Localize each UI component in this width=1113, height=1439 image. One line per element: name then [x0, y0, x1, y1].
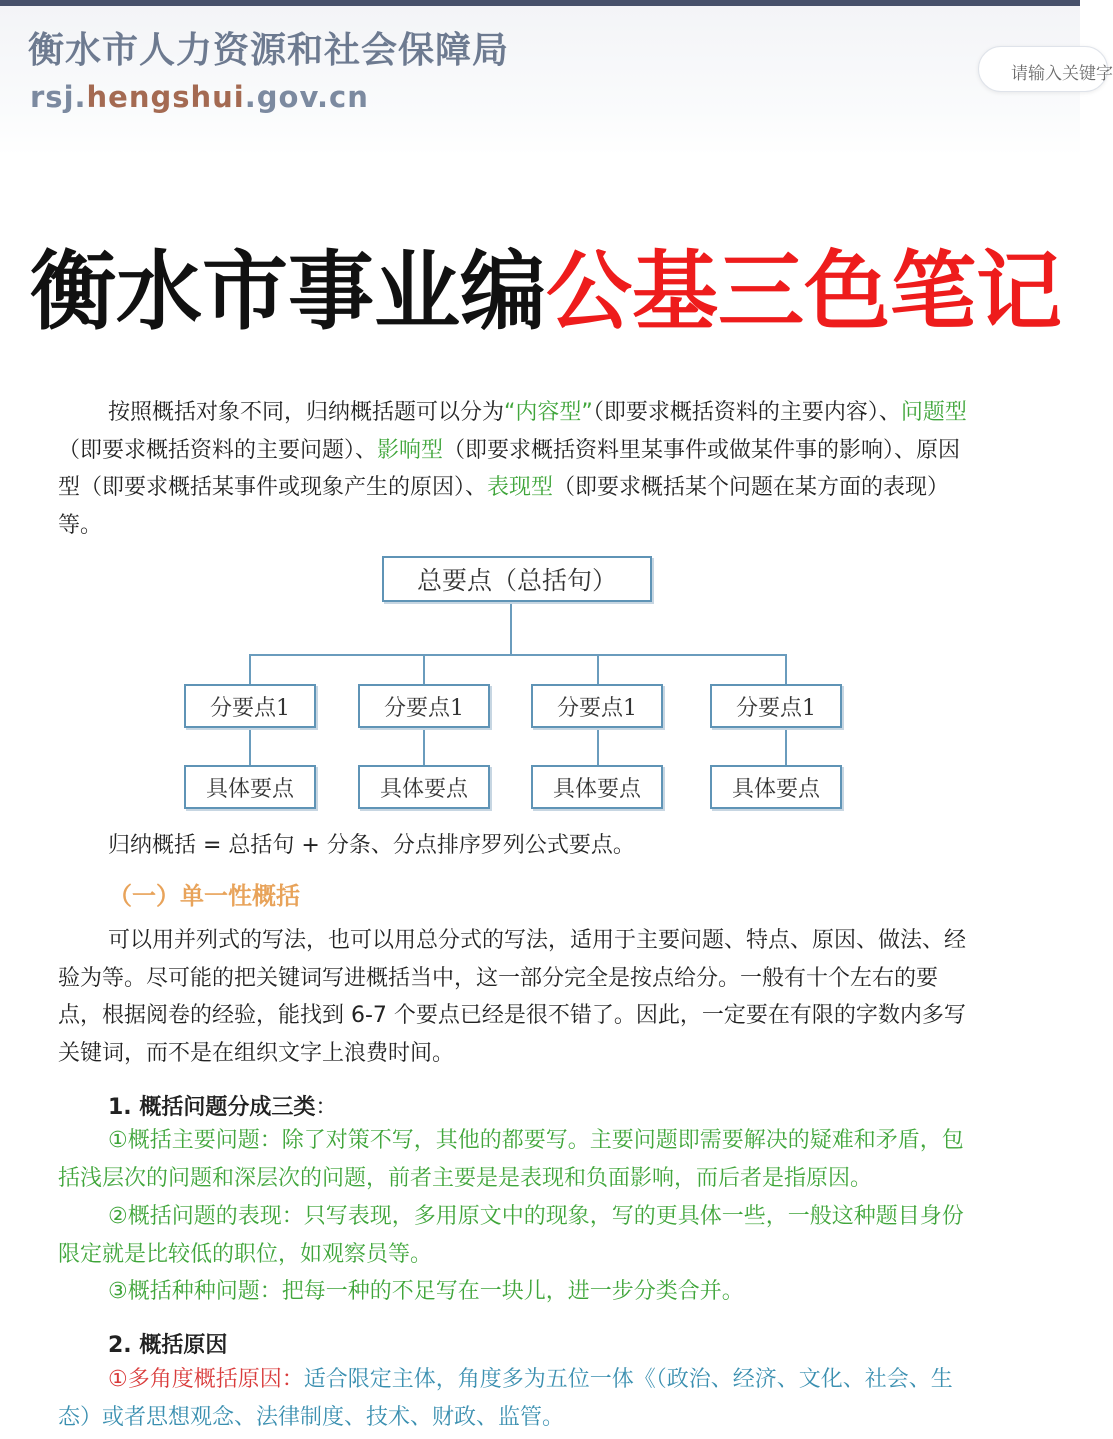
problem-type-3 [58, 1273, 980, 1311]
title-red-part: 公基三色笔记 [546, 242, 1062, 342]
diagram-sub-point: 分要点1 [184, 684, 316, 728]
diagram-detail-point: 具体要点 [710, 765, 842, 809]
subsection-heading [108, 1090, 337, 1121]
intro-type-impact: 影响型 [377, 437, 444, 463]
subsection-heading-colon: ： [315, 1095, 338, 1120]
intro-text-5: （即要求概括某个问题在某方面的表现）等。 [58, 475, 950, 538]
diagram-connector [423, 654, 425, 686]
diagram-sub-point: 分要点1 [531, 684, 663, 728]
org-domain[interactable] [30, 80, 369, 114]
intro-type-manifest: 表现型 [487, 475, 554, 500]
diagram-connector [510, 600, 512, 654]
diagram-main-point: 总要点（总括句） [382, 556, 652, 602]
intro-text-4: （即要求概括资料里某事件或做某件事的影响）、原因型（即要求概括某事件或现象产生的原因）、 [58, 437, 961, 500]
diagram-detail-point: 具体要点 [184, 765, 316, 809]
problem-type-2-text: ②概括问题的表现：只写表现，多用原文中的现象，写的更具体一些，一般这种题目身份限定就是比较低的职位，如观察员等。 [58, 1204, 964, 1267]
page-title [30, 222, 1062, 346]
subsection-heading-text: 1. 概括问题分成三类 [108, 1095, 316, 1120]
intro-text-2: （即要求概括资料的主要内容）、 [592, 400, 901, 425]
diagram-connector [785, 728, 787, 766]
diagram-detail-point: 具体要点 [358, 765, 490, 809]
problem-type-3-text: ③概括种种问题：把每一种的不足写在一块儿，进一步分类合并。 [108, 1279, 744, 1304]
domain-highlight: hengshui [86, 80, 245, 114]
org-name: 衡水市人力资源和社会保障局 [28, 30, 510, 71]
subsection-heading-2: 2. 概括原因 [108, 1333, 228, 1358]
domain-prefix: rsj. [30, 80, 87, 114]
section-heading: （一）单一性概括 [108, 882, 300, 910]
diagram-connector [785, 654, 787, 686]
intro-text-1: 按照概括对象不同，归纳概括题可以分为 [108, 400, 505, 425]
section1-paragraph [58, 922, 980, 1072]
diagram-connector [597, 654, 599, 686]
formula-text: 归纳概括 = 总括句 + 分条、分点排序罗列公式要点。 [108, 833, 635, 858]
diagram-detail-point: 具体要点 [531, 765, 663, 809]
site-header [0, 6, 1113, 156]
problem-type-2 [58, 1198, 980, 1273]
cause-item-1-text: 适合限定主体，角度多为五位一体《（政治、经济、文化、社会、生态）或者思想观念、法律制度、技术、财政、监管。 [58, 1367, 953, 1430]
diagram-sub-point: 分要点1 [358, 684, 490, 728]
diagram-connector [597, 728, 599, 766]
domain-suffix: .gov.cn [244, 80, 369, 114]
problem-type-1-text: ①概括主要问题：除了对策不写，其他的都要写。主要问题即需要解决的疑难和矛盾，包括浅层次的问题和深层次的问题，前者主要是是表现和负面影响，而后者是指原因。 [58, 1128, 964, 1191]
problem-type-1 [58, 1122, 980, 1197]
diagram-sub-point: 分要点1 [710, 684, 842, 728]
title-black-part: 衡水市事业编 [30, 242, 546, 342]
cause-item-1 [58, 1361, 980, 1436]
intro-text-3: （即要求概括资料的主要问题）、 [58, 437, 378, 463]
diagram-connector [249, 654, 251, 686]
diagram-connector [249, 654, 787, 656]
diagram-connector [249, 728, 251, 766]
diagram-connector [423, 728, 425, 766]
intro-type-content: “内容型” [504, 400, 593, 425]
search-input[interactable]: 请输入关键字 [978, 46, 1108, 92]
intro-type-problem: 问题型 [900, 400, 967, 425]
cause-item-1-label: ①多角度概括原因： [108, 1367, 304, 1392]
summary-structure-diagram [0, 550, 1080, 820]
intro-paragraph [58, 394, 980, 544]
section1-text: 可以用并列式的写法，也可以用总分式的写法，适用于主要问题、特点、原因、做法、经验为等。尽可能的把关键词写进概括当中，这一部分完全是按点给分。一般有十个左右的要点，根据阅卷的经验，能找到 6-7 个要点已经是很不错了。因此，一定要在有限的字数内多写关键词，而不是在组织文字上浪费时间。 [58, 928, 967, 1066]
